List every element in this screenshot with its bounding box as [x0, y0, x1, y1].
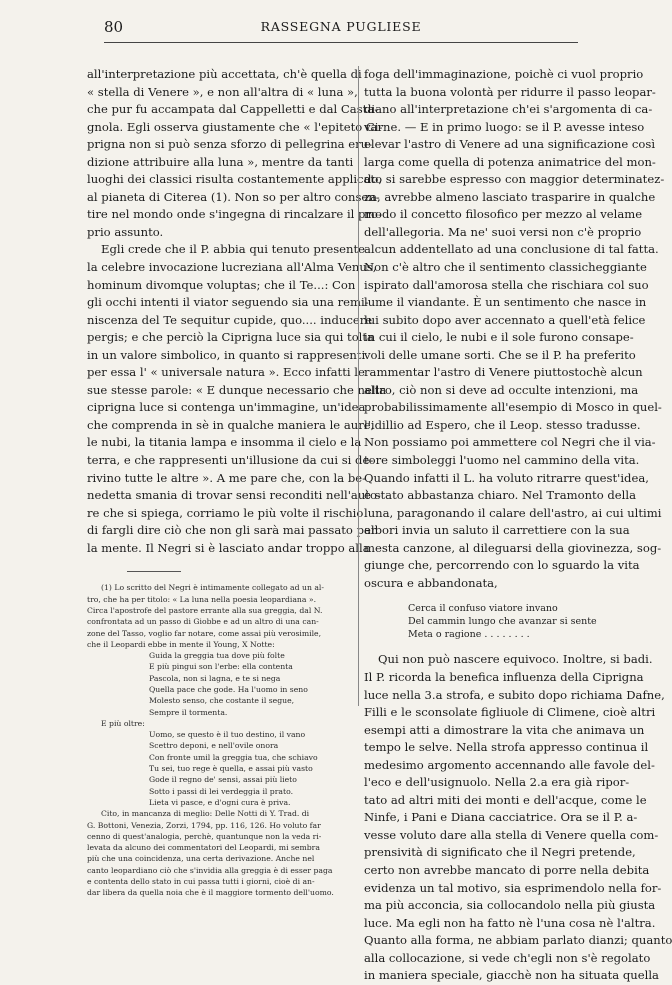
text-line: luce. Ma egli non ha fatto nè l'una cosa nè l'altra. — [364, 915, 656, 930]
quote-line: Cerca il confuso viatore invano — [408, 603, 558, 615]
text-line: prigna non si può senza sforzo di pellegrina eru- — [87, 137, 373, 152]
text-line: per essa l' « universale natura ». Ecco infatti le — [87, 365, 365, 380]
text-line: certo non avrebbe mancato di porre nella debita — [364, 862, 650, 877]
text-line: prio assunto. — [87, 224, 164, 239]
poem-quotation — [364, 602, 629, 641]
quote-line: Del cammin lungo che avanzar si sente — [408, 616, 597, 628]
text-line: varne. — E in primo luogo: se il P. avesse inteso — [364, 119, 645, 134]
column-divider — [358, 66, 359, 706]
text-line: oscura e abbandonata, — [364, 575, 498, 590]
text-line: nedetta smania di trovar sensi reconditi nell'auto- — [87, 488, 381, 503]
text-line: di fargli dire ciò che non gli sarà mai passato per — [87, 523, 377, 538]
text-line: Qui non può nascere equivoco. Inoltre, si badi. — [378, 652, 653, 667]
text-line: rammentar l'astro di Venere piuttostochè alcun — [364, 365, 643, 380]
footnote-line: Sotto i passi di lei verdeggia il prato. — [149, 786, 294, 796]
text-line: Ninfe, i Pani e Diana cacciatrice. Ora se il P. a- — [364, 810, 638, 825]
text-line: che pur fu accampata dal Cappelletti e dal Casta- — [87, 102, 379, 117]
text-line: Il P. ricorda la benefica influenza della Ciprigna — [364, 669, 644, 684]
text-line: terra, e che rappresenti un'illusione da cui si de- — [87, 453, 374, 468]
text-line: tore simboleggi l'uomo nel cammino della vita. — [364, 453, 640, 468]
text-line: Quando infatti il L. ha voluto ritrarre quest'idea, — [364, 470, 649, 485]
footnote-line: tro, che ha per titolo: « La luna nella poesia leopardiana ». — [87, 594, 317, 604]
page-header — [104, 18, 578, 38]
footnote-block — [87, 582, 347, 898]
footnote-line: Uomo, se questo è il tuo destino, il vano — [149, 730, 306, 740]
footnote-line: Con fronte umil la greggia tua, che schiavo — [149, 752, 318, 762]
footnote-line: E più oltre: — [101, 718, 145, 728]
footnote-line: Scettro deponi, e nell'ovile onora — [149, 741, 279, 751]
text-line: albori invia un saluto il carrettiere con la sua — [364, 523, 630, 538]
text-line: larga come quella di potenza animatrice del mon- — [364, 154, 656, 169]
text-line: è stato abbastanza chiaro. Nel Tramonto della — [364, 488, 636, 503]
text-line: mesta canzone, al dileguarsi della giovinezza, sog- — [364, 540, 662, 555]
text-line: Filli e le sconsolate figliuole di Climene, cioè altri — [364, 705, 656, 720]
text-line: tutta la buona volontà per ridurre il passo leopar- — [364, 84, 656, 99]
footnote-line: Gode il regno de' sensi, assai più lieto — [149, 775, 297, 785]
text-line: ma più acconcia, sia collocandolo nella più giusta — [364, 898, 656, 913]
footnote-line: zone del Tasso, voglio far notare, come assai più verosimile, — [87, 628, 322, 638]
footnote-line: E più pingui son l'erbe: ella contenta — [149, 662, 293, 672]
text-line: che comprenda in sè in qualche maniera le aure, — [87, 417, 375, 432]
footnote-line: Sempre il tormenta. — [149, 707, 228, 717]
text-line: Non c'è altro che il sentimento classicheggiante — [364, 260, 647, 275]
header-rule — [104, 42, 578, 43]
footnote-line: G. Bottoni, Venezia, Zorzi, 1794, pp. 116, 126. Ho voluto far — [87, 820, 321, 830]
text-line: giunge che, percorrendo con lo sguardo la vita — [364, 558, 640, 573]
footnote-line: confrontata ad un passo di Giobbe e ad un altro di una can- — [87, 617, 319, 627]
page-number: 80 — [104, 18, 124, 36]
text-line: foga dell'immaginazione, poichè ci vuol proprio — [364, 67, 644, 81]
text-line: Egli crede che il P. abbia qui tenuto presente — [101, 242, 366, 257]
footnote-line: Tu sei, tuo rege è quella, e assai più vasto — [149, 764, 313, 774]
footnote-line: che il Leopardi ebbe in mente il Young, X Notte: — [87, 639, 275, 649]
text-line: niscenza del Te sequitur cupide, quo.... inducere — [87, 312, 373, 327]
text-line: luce nella 3.a strofa, e subito dopo richiama Dafne, — [364, 687, 665, 702]
text-line: « stella di Venere », e non all'altra di « luna », — [87, 84, 358, 99]
text-line: in maniera speciale, giacchè non ha situata quella — [364, 968, 659, 983]
text-line: do, si sarebbe espresso con maggior determinatez- — [364, 172, 665, 187]
text-line: tato ad altri miti dei monti e dell'acque, come le — [364, 792, 647, 807]
text-line: elevar l'astro di Venere ad una significazione così — [364, 137, 656, 152]
text-line: alla collocazione, si vede ch'egli non s'è regolato — [364, 950, 651, 965]
text-line: Non possiamo poi ammettere col Negri che il via- — [364, 435, 656, 450]
text-line: altro, ciò non si deve ad occulte intenzioni, ma — [364, 382, 639, 397]
text-line: probabilissimamente all'esempio di Mosco in quel- — [364, 400, 662, 415]
text-line: l'idillio ad Espero, che il Leop. stesso tradusse. — [364, 417, 641, 432]
quote-line: Meta o ragione . . . . . . . . — [408, 629, 530, 641]
text-line: dizione attribuire alla luna », mentre da tanti — [87, 154, 354, 169]
text-line: tempo le selve. Nella strofa appresso continua il — [364, 740, 649, 755]
text-line: Quanto alla forma, ne abbiam parlato dianzi; quanto — [364, 933, 672, 948]
text-line: esempi atti a dimostrare la vita che animava un — [364, 722, 645, 737]
text-line: tire nel mondo onde s'ingegna di rincalzare il pro- — [87, 207, 382, 222]
text-line: sue stesse parole: « E dunque necessario che nella — [87, 382, 387, 397]
text-line: in cui il cielo, le nubi e il sole furono consape- — [364, 330, 634, 345]
text-line: modo il concetto filosofico per mezzo al velame — [364, 207, 643, 222]
right-column-body-bottom — [364, 651, 672, 984]
footnote-line: Pascola, non si lagna, e te si nega — [149, 673, 281, 683]
text-line: hominum divomque voluptas; che il Te...: Con — [87, 277, 356, 292]
text-line: luoghi dei classici risulta costantemente applicato — [87, 172, 383, 187]
footnote-line: Cito, in mancanza di meglio: Delle Notti di Y. Trad. di — [101, 809, 310, 819]
right-column — [364, 66, 672, 983]
text-line: diano all'interpretazione ch'ei s'argomenta di ca- — [364, 102, 653, 117]
text-line: ciprigna luce si contenga un'immagine, un'idea — [87, 400, 366, 415]
footnote-line: levata da alcuno dei commentatori del Leopardi, mi sembra — [87, 843, 320, 853]
text-line: re che si spiega, corriamo le più volte il rischio — [87, 505, 364, 520]
footnote-line: dar libera da quella noia che è il maggiore tormento dell'uomo. — [87, 888, 334, 898]
running-title: RASSEGNA PUGLIESE — [260, 19, 422, 34]
left-column-body — [87, 66, 387, 557]
text-line: alcun addentellato ad una conclusione di tal fatta. — [364, 242, 659, 257]
text-line: gnola. Egli osserva giustamente che « l'epiteto Ci- — [87, 119, 383, 134]
text-line: gli occhi intenti il viator seguendo sia una remi- — [87, 295, 369, 310]
text-line: l'eco e dell'usignuolo. Nella 2.a era già ripor- — [364, 775, 630, 790]
footnote-line: Circa l'apostrofe del pastore errante alla sua greggia, dal N. — [87, 605, 323, 615]
left-column — [87, 66, 387, 898]
text-line: lume il viandante. È un sentimento che nasce in — [364, 295, 647, 310]
footnote-line: canto leopardiano ciò che s'invidia alla greggia è di esser paga — [87, 865, 333, 875]
text-line: dell'allegoria. Ma ne' suoi versi non c'è proprio — [364, 224, 642, 239]
text-line: al pianeta di Citerea (1). Non so per altro consen- — [87, 189, 380, 204]
text-line: za, avrebbe almeno lasciato trasparire in qualche — [364, 189, 656, 204]
text-line: prensività di significato che il Negri pretende, — [364, 845, 636, 860]
text-line: all'interpretazione più accettata, ch'è quella di — [87, 67, 362, 81]
text-line: ispirato dall'amorosa stella che rischiara col suo — [364, 277, 649, 292]
text-line: medesimo argomento accennando alle favole del- — [364, 757, 655, 772]
text-line: voli delle umane sorti. Che se il P. ha preferito — [364, 347, 636, 362]
footnote-line: e contenta dello stato in cui passa tutti i giorni, cioè di an- — [87, 877, 315, 887]
text-line: rivino tutte le altre ». A me pare che, con la be- — [87, 470, 367, 485]
text-line: in un valore simbolico, in quanto si rappresenti — [87, 347, 366, 362]
footnote-line: (1) Lo scritto del Negri è intimamente collegato ad un al- — [101, 583, 324, 593]
footnote-line: Guida la greggia tua dove più folte — [149, 651, 285, 661]
footnote-line: Molesto senso, che costante il segue, — [149, 696, 295, 706]
text-line: la celebre invocazione lucreziana all'Alma Venus, — [87, 260, 377, 275]
text-line: luna, paragonando il calare dell'astro, ai cui ultimi — [364, 505, 662, 520]
footnote-line: più che una coincidenza, una certa derivazione. Anche nel — [87, 854, 315, 864]
footnote-line: cenno di quest'analogia, perchè, quantunque non la veda ri- — [87, 831, 322, 841]
text-line: le nubi, la titania lampa e insomma il cielo e la — [87, 435, 362, 450]
text-line: evidenza un tal motivo, sia esprimendolo nella for- — [364, 880, 662, 895]
text-line: la mente. Il Negri si è lasciato andar troppo alla — [87, 540, 370, 555]
footnote-separator — [127, 571, 181, 572]
text-line: lui subito dopo aver accennato a quell'età felice — [364, 312, 646, 327]
footnote-line: Lieta vi pasce, e d'ogni cura è priva. — [149, 797, 291, 807]
right-column-body-top — [364, 66, 665, 592]
footnote-line: Quella pace che gode. Ha l'uomo in seno — [149, 684, 308, 694]
text-line: vesse voluto dare alla stella di Venere quella com- — [364, 827, 659, 842]
text-line: pergis; e che perciò la Ciprigna luce sia qui tolta — [87, 330, 374, 345]
